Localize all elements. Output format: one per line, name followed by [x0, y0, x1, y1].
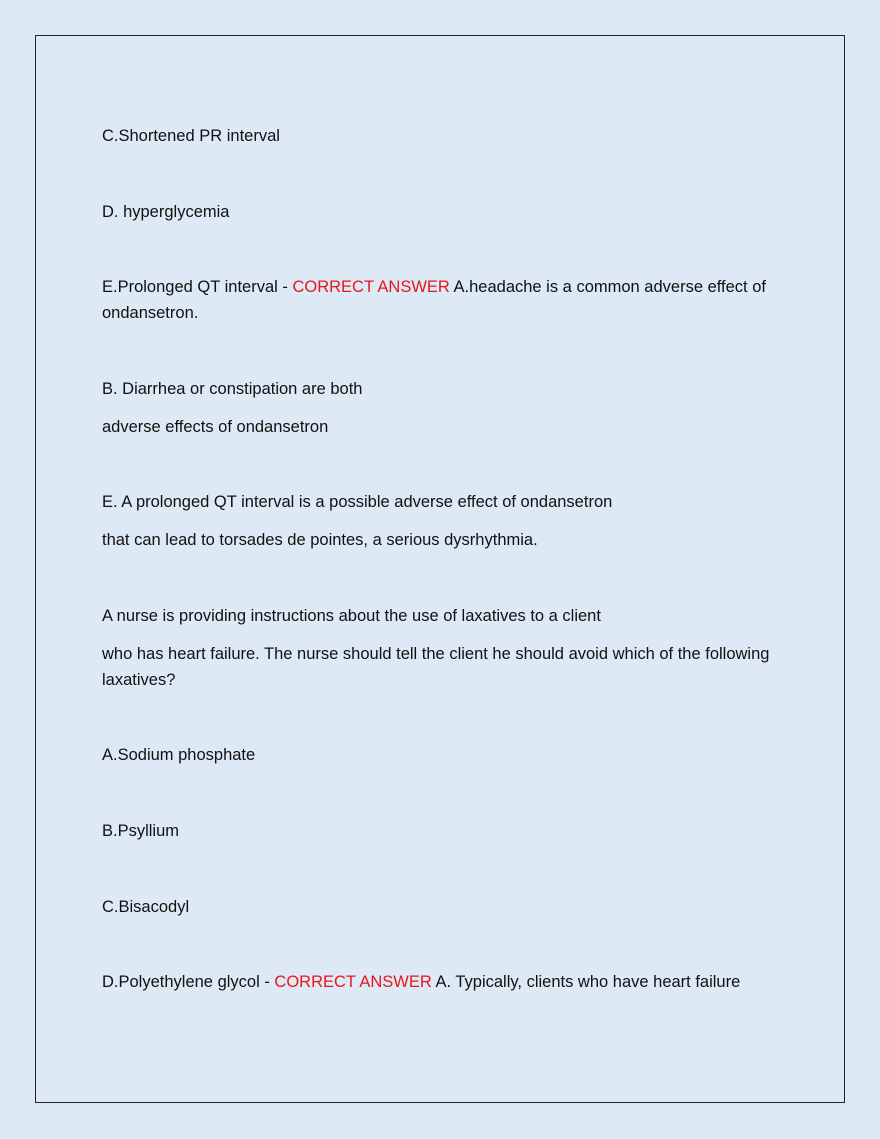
rationale-e-line-1: E. A prolonged QT interval is a possible adverse effect of ondansetron	[102, 493, 613, 511]
question-line-2: who has heart failure. The nurse should tell the client he should avoid which of the following laxatives?	[102, 645, 770, 689]
correct-answer-label: CORRECT ANSWER	[274, 973, 432, 991]
option-a-sodium-phosphate: A.Sodium phosphate	[102, 746, 256, 764]
option-c-bisacodyl: C.Bisacodyl	[102, 898, 190, 916]
option-b-psyllium: B.Psyllium	[102, 822, 180, 840]
option-e-prolonged-qt-answer	[102, 274, 782, 326]
rationale-b-line-1: B. Diarrhea or constipation are both	[102, 380, 363, 398]
rationale-a-text: A.headache is a common adverse effect of ondansetron.	[102, 278, 766, 322]
option-d-hyperglycemia: D. hyperglycemia	[102, 203, 230, 221]
option-d-text: D.Polyethylene glycol -	[102, 973, 275, 991]
option-d-polyethylene-glycol-answer	[102, 969, 782, 995]
option-e-text: E.Prolonged QT interval -	[102, 278, 293, 296]
rationale-e-line-2: that can lead to torsades de pointes, a serious dysrhythmia.	[102, 531, 538, 549]
rationale-text: A. Typically, clients who have heart failure	[431, 973, 741, 991]
page-border	[35, 35, 845, 1103]
correct-answer-label: CORRECT ANSWER	[292, 278, 450, 296]
option-c-shortened-pr: C.Shortened PR interval	[102, 127, 280, 145]
question-line-1: A nurse is providing instructions about the use of laxatives to a client	[102, 607, 601, 625]
rationale-b-line-2: adverse effects of ondansetron	[102, 418, 329, 436]
